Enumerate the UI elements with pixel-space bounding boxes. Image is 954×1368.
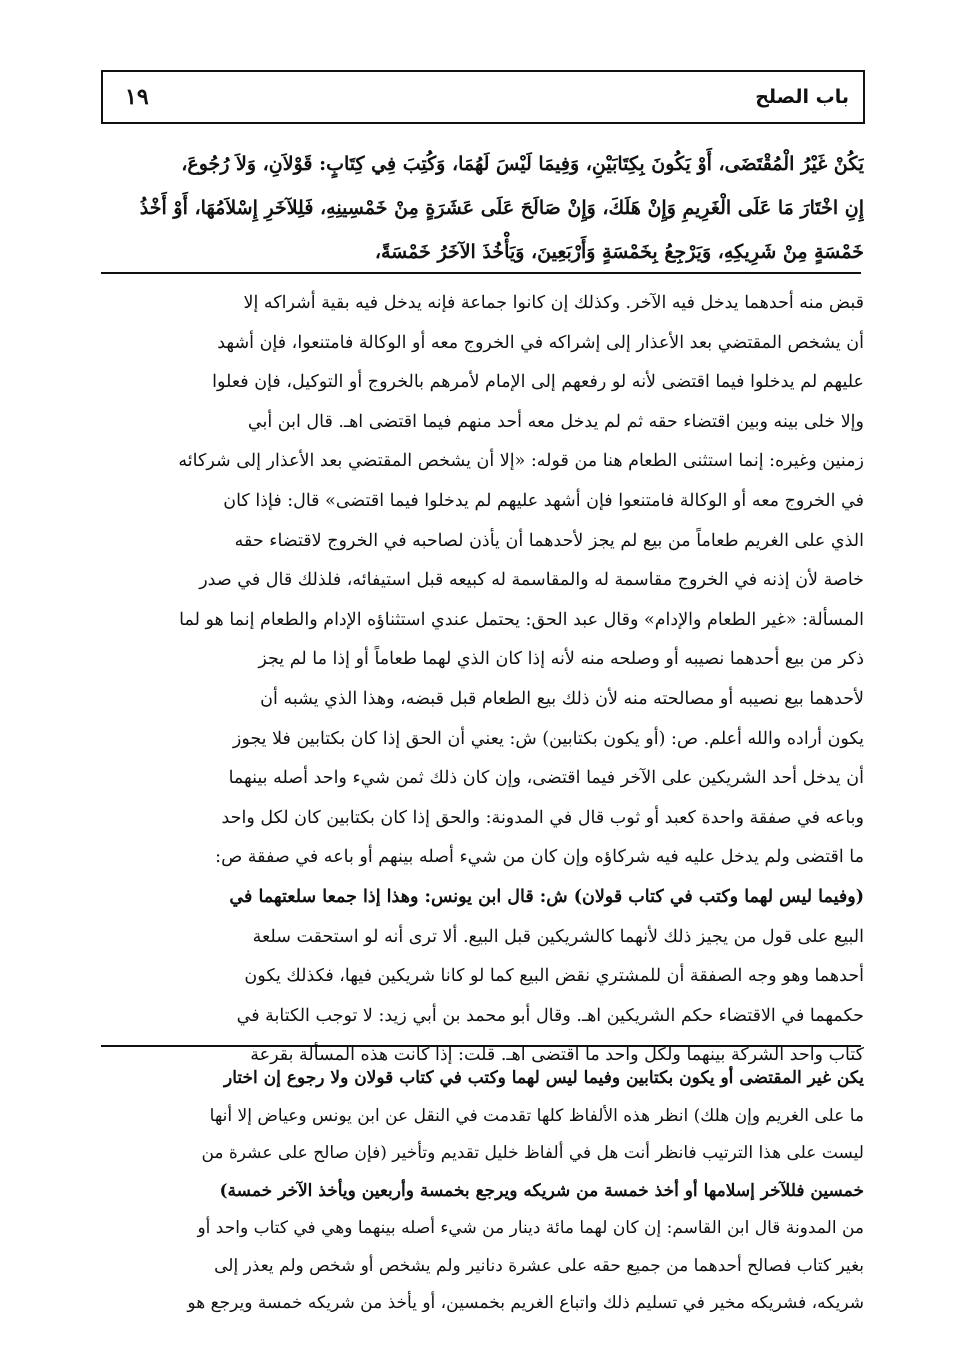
matn-divider <box>101 272 861 274</box>
sharh-line: أن يدخل أحد الشريكين على الآخر فيما اقتضى، وإن كان ذلك ثمن شيء واحد أصله بينهما <box>228 768 864 789</box>
sharh-line: وباعه في صفقة واحدة كعبد أو ثوب قال في المدونة: والحق إذا كان بكتابين كان لكل واحد <box>221 807 864 828</box>
hashiya-line: شريكه، فشريكه مخير في تسليم ذلك واتباع الغريم بخمسين، أو يأخذ من شريكه خمسة ويرجع هو <box>187 1293 864 1313</box>
hashiya-line: ليست على هذا الترتيب فانظر أنت هل في ألفاظ خليل تقديم وتأخير (فإن صالح على عشرة من <box>201 1143 864 1163</box>
sharh-line: عليهم لم يدخلوا فيما اقتضى لأنه لو رفعهم إلى الإمام لأمرهم بالخروج أو التوكيل، فإن فعلوا <box>212 372 864 393</box>
page-header <box>101 70 865 124</box>
hashiya-line: من المدونة قال ابن القاسم: إن كان لهما مائة دينار من شيء أصله بينهما وهي في كتاب واحد أو <box>197 1218 864 1238</box>
hashiya-line: خمسين فللآخر إسلامها أو أخذ خمسة من شريكه ويرجع بخمسة وأربعين ويأخذ الآخر خمسة) <box>219 1180 864 1201</box>
sharh-line: المسألة: «غير الطعام والإدام» وقال عبد الحق: يحتمل عندي استثناؤه الإدام والطعام إنما هو لما <box>179 609 864 630</box>
sharh-line: ذكر من بيع أحدهما نصيبه أو وصلحه منه لأنه إذا كان الذي لهما طعاماً أو إذا ما لم يجز <box>258 649 864 670</box>
sharh-line: أحدهما وهو وجه الصفقة أن للمشتري نقض البيع كما لو كانا شريكين فيها، فكذلك يكون <box>244 966 864 987</box>
sharh-line: كتاب واحد الشركة بينهما ولكل واحد ما اقتضى اهـ. قلت: إذا كانت هذه المسألة بقرعة <box>250 1045 864 1066</box>
sharh-line: في الخروج معه أو الوكالة فامتنعوا فإن أشهد عليهم لم يدخلوا فيما اقتضى» قال: فإذا كان <box>223 490 864 511</box>
matn-text <box>94 142 864 274</box>
hashiya-line: يكن غير المقتضى أو يكون بكتابين وفيما ليس لهما وكتب في كتاب قولان ولا رجوع إن اختار <box>224 1068 864 1088</box>
page-number: ١٩ <box>125 84 149 110</box>
sharh-line: خاصة لأن إذنه في الخروج مقاسمة له والمقاسمة له كبيعه قبل استيفائه، فلذلك قال في صدر <box>199 570 864 591</box>
sharh-line: البيع على قول من يجيز ذلك لأنهما كالشريكين قبل البيع. ألا ترى أنه لو استحقت سلعة <box>252 926 864 947</box>
matn-line: إِنِ اخْتَارَ مَا عَلَى الْغَرِيمِ وَإِنْ هَلَكَ، وَإِنْ صَالَحَ عَلَى عَشَرَةٍ مِنْ خَمْسِينِهِ، فَلِلآخَرِ إِسْلاَمُهَا، أَوْ أَخْذُ <box>139 197 864 219</box>
sharh-line: قبض منه أحدهما يدخل فيه الآخر. وكذلك إن كانوا جماعة فإنه يدخل فيه بقية أشراكه إلا <box>243 293 864 313</box>
sharh-line: لأحدهما بيع نصيبه أو مصالحته منه لأن ذلك بيع الطعام قبل قبضه، وهذا الذي يشبه أن <box>260 688 864 709</box>
footnote-divider <box>101 1045 861 1047</box>
matn-line: يَكُنْ غَيْرُ الْمُقْتَضَى، أَوْ يَكُونَ بِكِتَابَيْنِ، وَفِيمَا لَيْسَ لَهُمَا، وَكُتِبَ فِي كِتَابٍ: قَوْلاَنِ، وَلاَ رُجُوعَ، <box>181 153 864 175</box>
sharh-line: الذي على الغريم طعاماً من بيع لم يجز لأحدهما أن يأذن لصاحبه في الخروج لاقتضاء حقه <box>234 530 864 551</box>
hashiya-line: ما على الغريم وإن هلك) انظر هذه الألفاظ كلها تقدمت في النقل عن ابن يونس وعياض إلا أنها <box>209 1105 864 1126</box>
sharh-line: (وفيما ليس لهما وكتب في كتاب قولان) ش: قال ابن يونس: وهذا إذا جمعا سلعتهما في <box>229 886 864 907</box>
sharh-commentary <box>94 284 864 1076</box>
hashiya-line: بغير كتاب فصالح أحدهما من جميع حقه على عشرة دنانير ولم يشخص أو شخص ولم يعذر إلى <box>214 1255 864 1276</box>
sharh-line: ما اقتضى ولم يدخل عليه فيه شركاؤه وإن كان من شيء أصله بينهم أو باعه في صفقة ص: <box>215 847 864 868</box>
sharh-line: حكمهما في الاقتضاء حكم الشريكين اهـ. وقال أبو محمد بن أبي زيد: لا توجب الكتابة في <box>236 1005 864 1026</box>
sharh-line: وإلا خلى بينه وبين اقتضاء حقه ثم لم يدخل معه أحد منهم فيما اقتضى اهـ. قال ابن أبي <box>247 411 864 432</box>
chapter-title: باب الصلح <box>755 86 849 108</box>
hashiya-gloss <box>94 1060 864 1323</box>
matn-line: خَمْسَةٍ مِنْ شَرِيكِهِ، وَيَرْجِعُ بِخَمْسَةٍ وَأَرْبَعِينَ، وَيَأْخُذَ الآخَرُ خَمْسَةً، <box>374 241 864 263</box>
sharh-line: أن يشخص المقتضي بعد الأعذار إلى إشراكه في الخروج معه أو الوكالة فامتنعوا، فإن أشهد <box>217 332 864 353</box>
sharh-line: يكون أراده والله أعلم. ص: (أو يكون بكتابين) ش: يعني أن الحق إذا كان بكتابين فلا يجوز <box>232 728 864 749</box>
sharh-line: زمنين وغيره: إنما استثنى الطعام هنا من قوله: «إلا أن يشخص المقتضي بعد الأعذار إلى شركائه <box>178 451 864 472</box>
